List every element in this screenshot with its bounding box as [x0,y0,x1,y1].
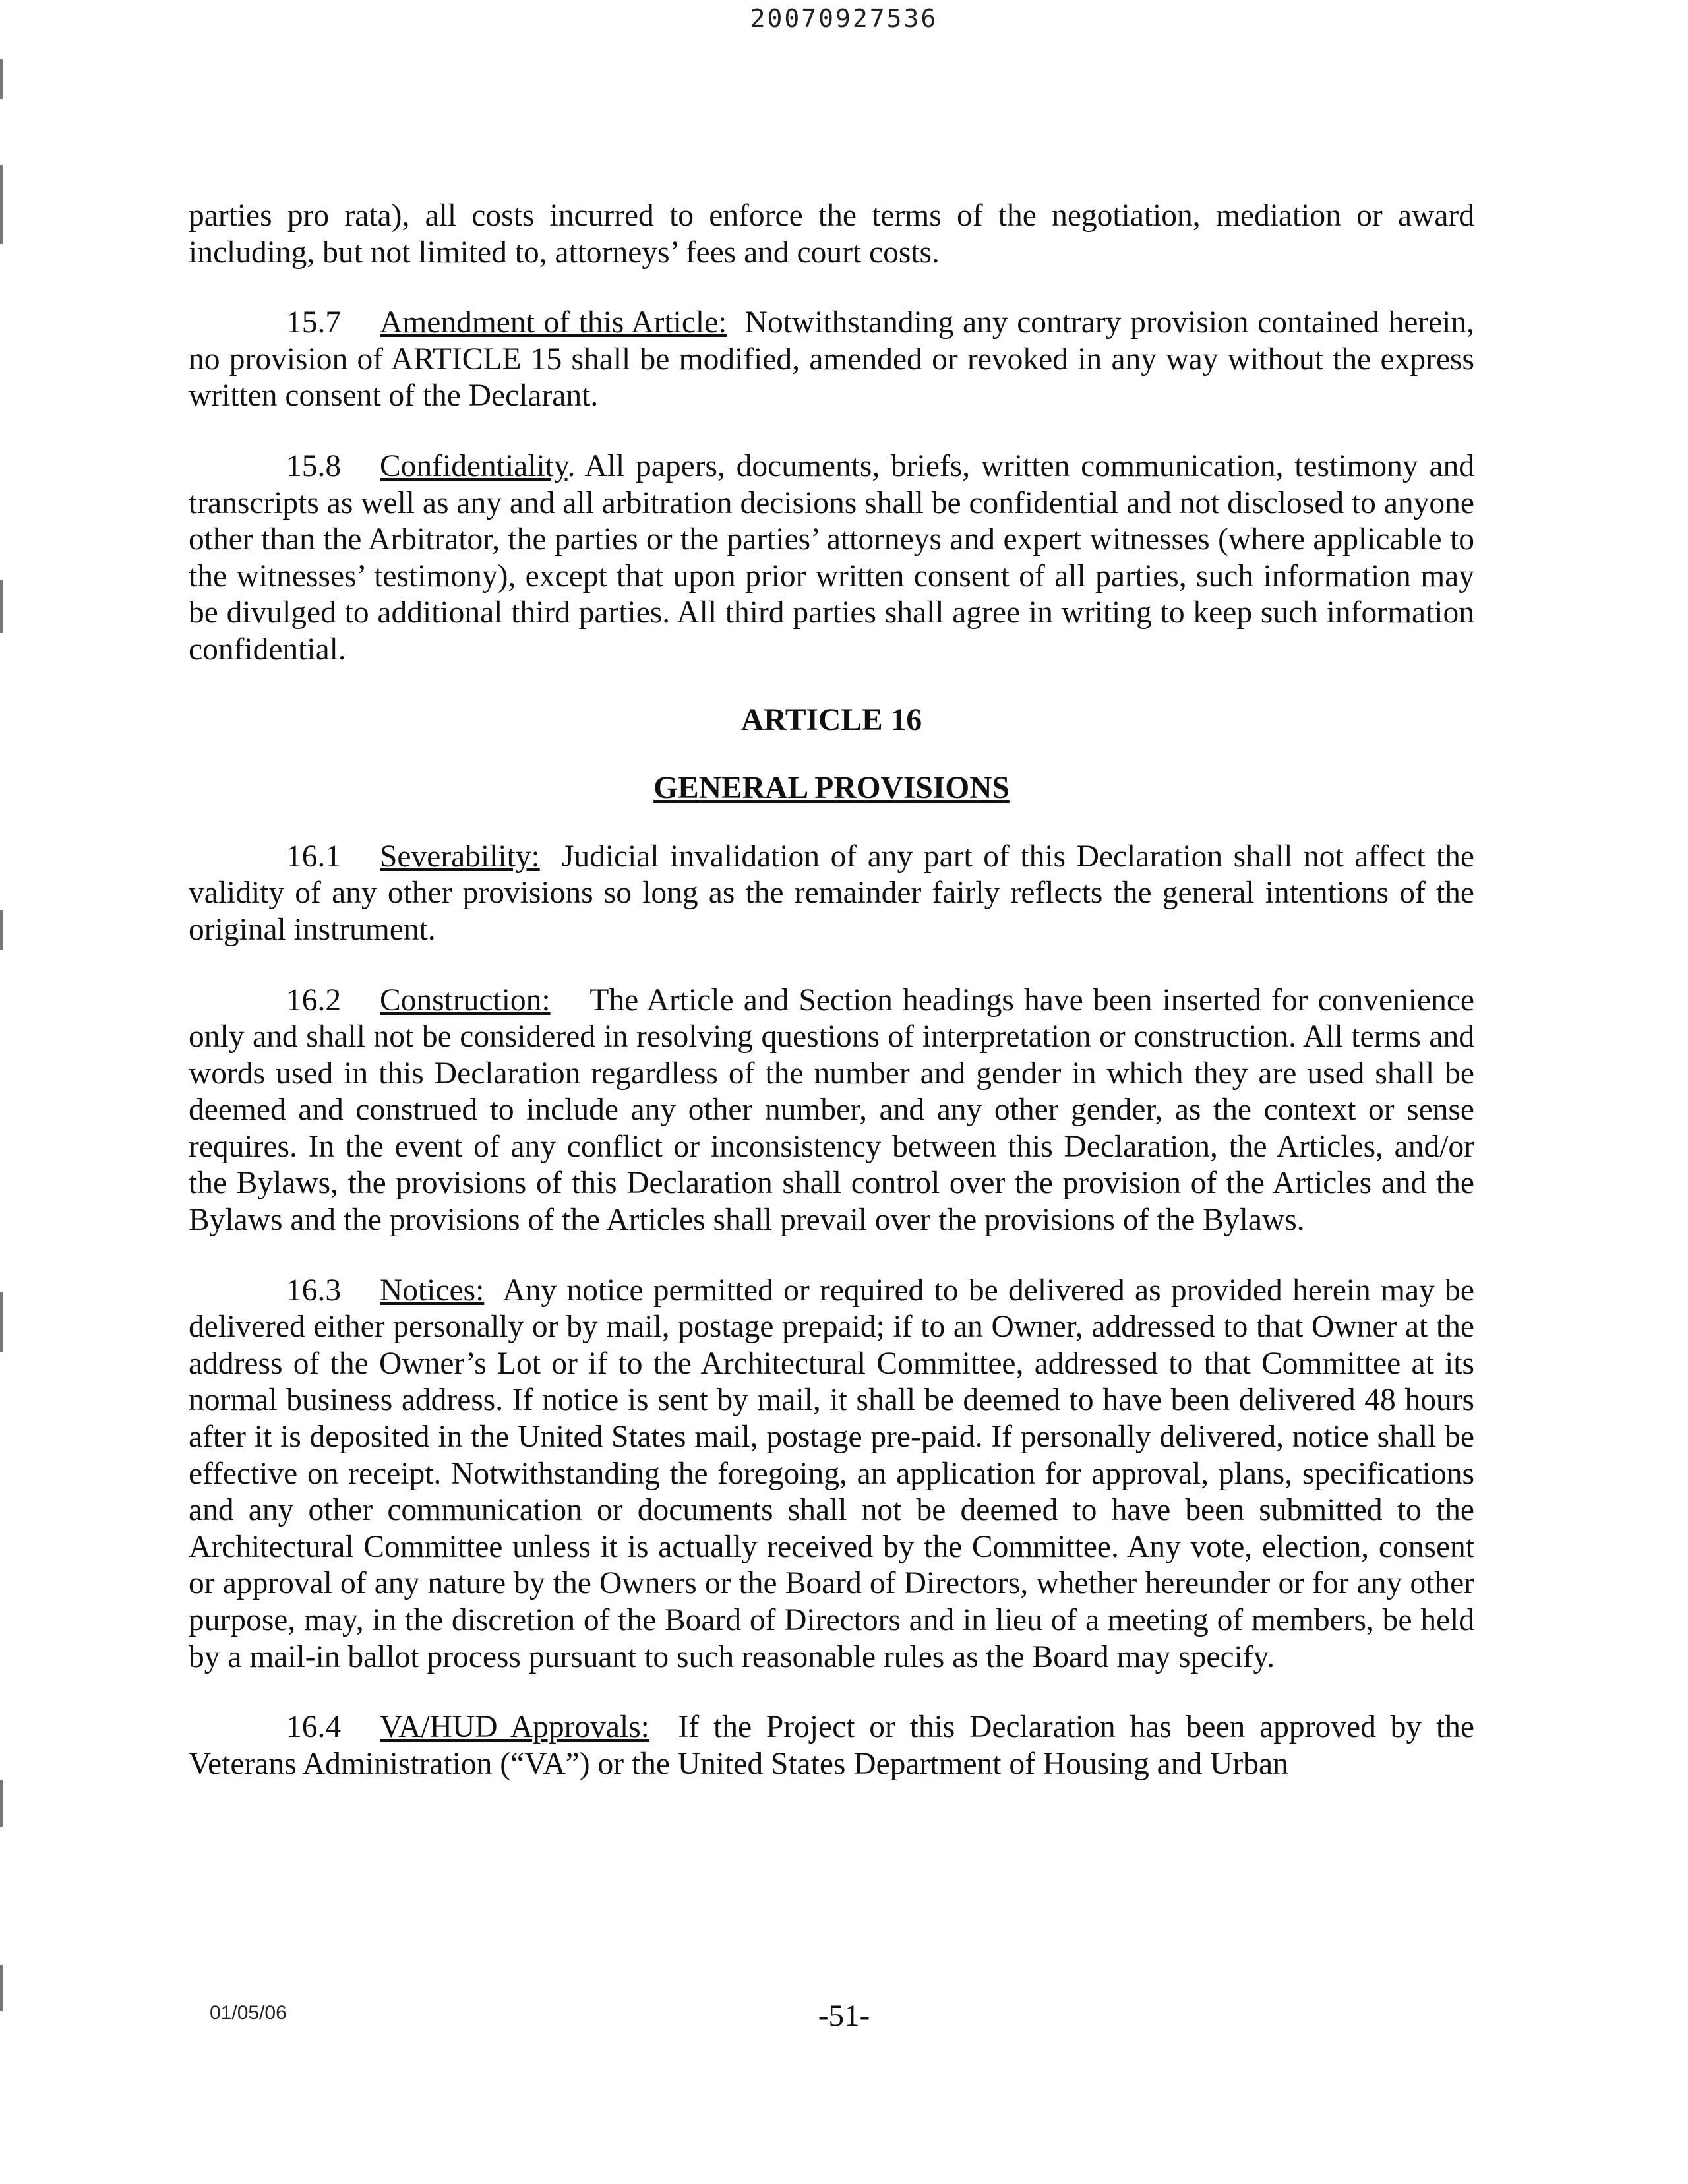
section-16-2 [189,983,1474,1239]
section-text: Judicial invalidation of any part of this Declaration shall not affect the validity of any other provisions so long as the remainder fairly reflects the general intentions of the original instrument. [189,839,1475,947]
footer-date: 01/05/06 [210,2002,287,2024]
page-number: -51- [818,1999,870,2033]
section-16-4 [189,1709,1474,1782]
section-heading: Severability: [380,839,540,874]
scan-edge-mark [0,165,3,244]
section-number: 16.2 [286,983,342,1017]
scan-edge-mark [0,910,3,950]
section-number: 15.8 [286,448,342,483]
section-text: The Article and Section headings have been inserted for convenience only and shall not be considered in resolving questions of interpretation or construction. All terms and words used in this Declaration regardless of the number and gender in which they are used shall be deemed and construed to include any other number, and any other gender, as the context or sense requires. In the event of any conflict or inconsistency between this Declaration, the Articles, and/or the Bylaws, the provisions of this Declaration shall control over the provision of the Articles and the Bylaws and the provisions of the Articles shall prevail over the provisions of the Bylaws. [189,983,1474,1238]
section-15-7 [189,305,1474,415]
section-number: 16.3 [286,1273,342,1308]
section-16-1 [189,839,1474,949]
article-title: ARTICLE 16 [740,702,922,737]
section-text: If the Project or this Declaration has been approved by the Veterans Administration (“VA”) or the United States Department of Housing and Urban [189,1710,1475,1781]
section-text: Any notice permitted or required to be delivered as provided herein may be delivered either personally or by mail, postage prepaid; if to an Owner, addressed to that Owner at the address of the Owner’s Lot or if to the Architectural Committee, addressed to that Committee at its normal business address. If notice is sent by mail, it shall be deemed to have been delivered 48 hours after it is deposited in the United States mail, postage pre-paid. If personally delivered, notice shall be effective on receipt. Notwithstanding the foregoing, an application for approval, plans, specifications and any other communication or documents shall not be deemed to have been submitted to the Architectural Committee unless it is actually received by the Committee. Any vote, election, consent or approval of any nature by the Owners or the Board of Directors, whether hereunder or for any other purpose, may, in the discretion of the Board of Directors and in lieu of a meeting of members, be held by a mail-in ballot process pursuant to such reasonable rules as the Board may specify. [189,1273,1474,1674]
section-text: . All papers, documents, briefs, written communication, testimony and transcripts as well as any and all arbitration decisions shall be confidential and not disclosed to anyone other than the Arbitrator, the parties or the parties’ attorneys and expert witnesses (where applicable to the witnesses’ testimony), except that upon prior written consent of all parties, such information may be divulged to additional third parties. All third parties shall agree in writing to keep such information confidential. [189,448,1474,667]
section-heading: VA/HUD Approvals: [380,1710,649,1745]
scan-edge-mark [0,1292,3,1352]
section-number: 15.7 [286,305,342,340]
section-heading: Notices: [380,1273,485,1308]
section-text: Notwithstanding any contrary provision contained herein, no provision of ARTICLE 15 shall be modified, amended or revoked in any way without the express written consent of the Declarant. [189,305,1475,413]
section-number: 16.1 [286,839,342,874]
document-body [189,198,1474,1816]
scan-edge-mark [0,580,3,633]
scan-edge-mark [0,59,3,99]
section-15-8 [189,448,1474,669]
continuation-paragraph: parties pro rata), all costs incurred to enforce the terms of the negotiation, mediation or award including, but not limited to, attorneys’ fees and court costs. [189,198,1474,270]
section-heading: Confidentiality [380,448,568,483]
section-16-3 [189,1273,1474,1676]
article-subtitle [189,770,1474,807]
document-number: 20070927536 [750,4,938,33]
section-number: 16.4 [286,1710,342,1745]
article-subtitle-text: GENERAL PROVISIONS [653,771,1010,806]
scan-edge-mark [0,1780,3,1827]
section-heading: Amendment of this Article: [380,305,727,340]
section-heading: Construction: [380,983,551,1017]
